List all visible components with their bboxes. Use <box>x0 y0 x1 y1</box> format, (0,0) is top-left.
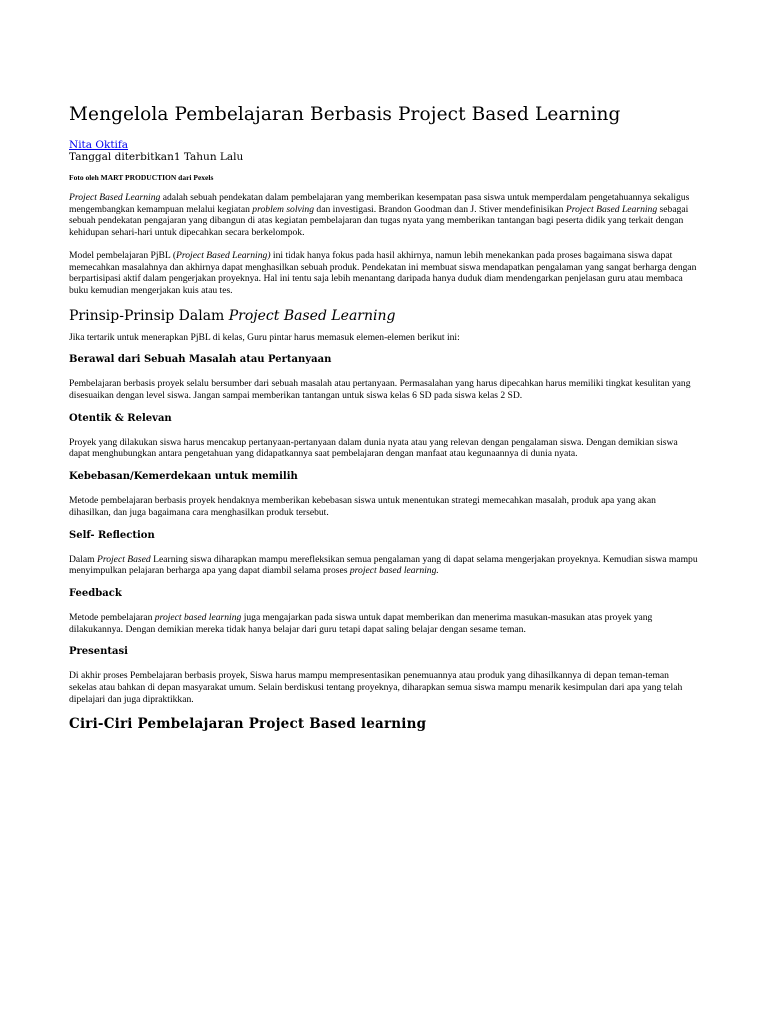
paragraph-authentic: Proyek yang dilakukan siswa harus mencakup pertanyaan-pertanyaan dalam dunia nyata atau yang relevan dengan pengalaman siswa. Dengan demikian siswa dapat menghubungkan antara pengetahuan yang didapatkannya saat pembelajaran dengan manfaat atau kegunaannya di dunia nyata. <box>69 436 678 460</box>
intro-paragraph-1: Project Based Learning adalah sebuah pendekatan dalam pembelajaran yang memberikan kesempatan pasa siswa untuk memperdalam pengetahuannya sekaligus mengembangkan kemampuan melalui kegiatan problem solving dan investigasi. Brandon Goodman dan J. Stiver mendefinisikan Project Based Learning sebagai sebuah pendekatan pengajaran yang dibangun di atas kegiatan pembelajaran dan tugas nyata yang memberikan tantangan bagi peserta didik yang terkait dengan kehidupan sehari-hari untuk dipecahkan secara berkelompok. <box>69 192 690 239</box>
paragraph-problem: Pembelajaran berbasis proyek selalu bersumber dari sebuah masalah atau pertanyaan. Permasalahan yang harus dipecahkan harus memiliki tingkat kesulitan yang disesuaikan dengan level siswa. Jangan sampai memberikan tantangan untuk siswa kelas 6 SD pada siswa kelas 2 SD. <box>69 378 691 402</box>
paragraph-freedom: Metode pembelajaran berbasis proyek hendaknya memberikan kebebasan siswa untuk menentukan strategi memecahkan masalah, produk apa yang akan dihasilkan, dan juga bagaimana cara menghasilkan produk tersebut. <box>69 495 656 518</box>
author-line <box>69 139 698 151</box>
subheading-presentation: Presentasi <box>69 646 128 658</box>
section-heading-principles: Prinsip-Prinsip Dalam Project Based Learning <box>69 307 396 324</box>
subheading-feedback: Feedback <box>69 587 122 599</box>
subheading-freedom: Kebebasan/Kemerdekaan untuk memilih <box>69 471 298 483</box>
subheading-problem: Berawal dari Sebuah Masalah atau Pertanyaan <box>69 354 332 366</box>
paragraph-feedback: Metode pembelajaran project based learning juga mengajarkan pada siswa untuk dapat memberikan dan menerima masukan-masukan atas proyek yang dilakukannya. Dengan demikian mereka tidak hanya belajar dari guru tetapi dapat saling belajar dengan sesame teman. <box>69 611 653 635</box>
article-title: Mengelola Pembelajaran Berbasis Project Based Learning <box>69 104 621 125</box>
author-link[interactable]: Nita Oktifa <box>69 139 129 151</box>
paragraph-self-reflection: Dalam Project Based Learning siswa diharapkan mampu merefleksikan semua pengalaman yang di dapat selama mengerjakan proyeknya. Kemudian siswa mampu menyimpulkan pelajaran berharga apa yang dapat diambil selama proses project based learning. <box>69 553 698 577</box>
intro-paragraph-2: Model pembelajaran PjBL (Project Based Learning) ini tidak hanya fokus pada hasil akhirnya, namun lebih menekankan pada proses bagaimana siswa dapat memecahkan masalahnya dan akhirnya dapat menghasilkan sebuah produk. Pendekatan ini membuat siswa mendapatkan pengalaman yang sangat berharga dengan berpartisipasi aktif dalam pengerjakan proyeknya. Hal ini tentu saja lebih menantang daripada hanya duduk diam mendengarkan penjelasan guru atau membaca buku kemudian mengerjakan kuis atau tes. <box>69 249 697 296</box>
subheading-self-reflection: Self- Reflection <box>69 529 155 541</box>
section-heading-characteristics: Ciri-Ciri Pembelajaran Project Based learning <box>69 716 427 733</box>
publish-date: Tanggal diterbitkan1 Tahun Lalu <box>69 151 244 163</box>
subheading-authentic: Otentik & Relevan <box>69 412 172 424</box>
principles-lead: Jika tertarik untuk menerapkan PjBL di kelas, Guru pintar harus memasuk elemen-elemen berikut ini: <box>69 331 460 343</box>
photo-credit: Foto oleh MART PRODUCTION dari Pexels <box>69 173 214 182</box>
paragraph-presentation: Di akhir proses Pembelajaran berbasis proyek, Siswa harus mampu mempresentasikan penemuannya atau produk yang dihasilkannya di depan teman-teman sekelas atau bahkan di depan masyarakat umum. Selain berdiskusi tentang proyeknya, diharapkan semua siswa mampu menarik kesimpulan dari apa yang telah dipelajari dan juga dipraktikkan. <box>69 670 683 705</box>
